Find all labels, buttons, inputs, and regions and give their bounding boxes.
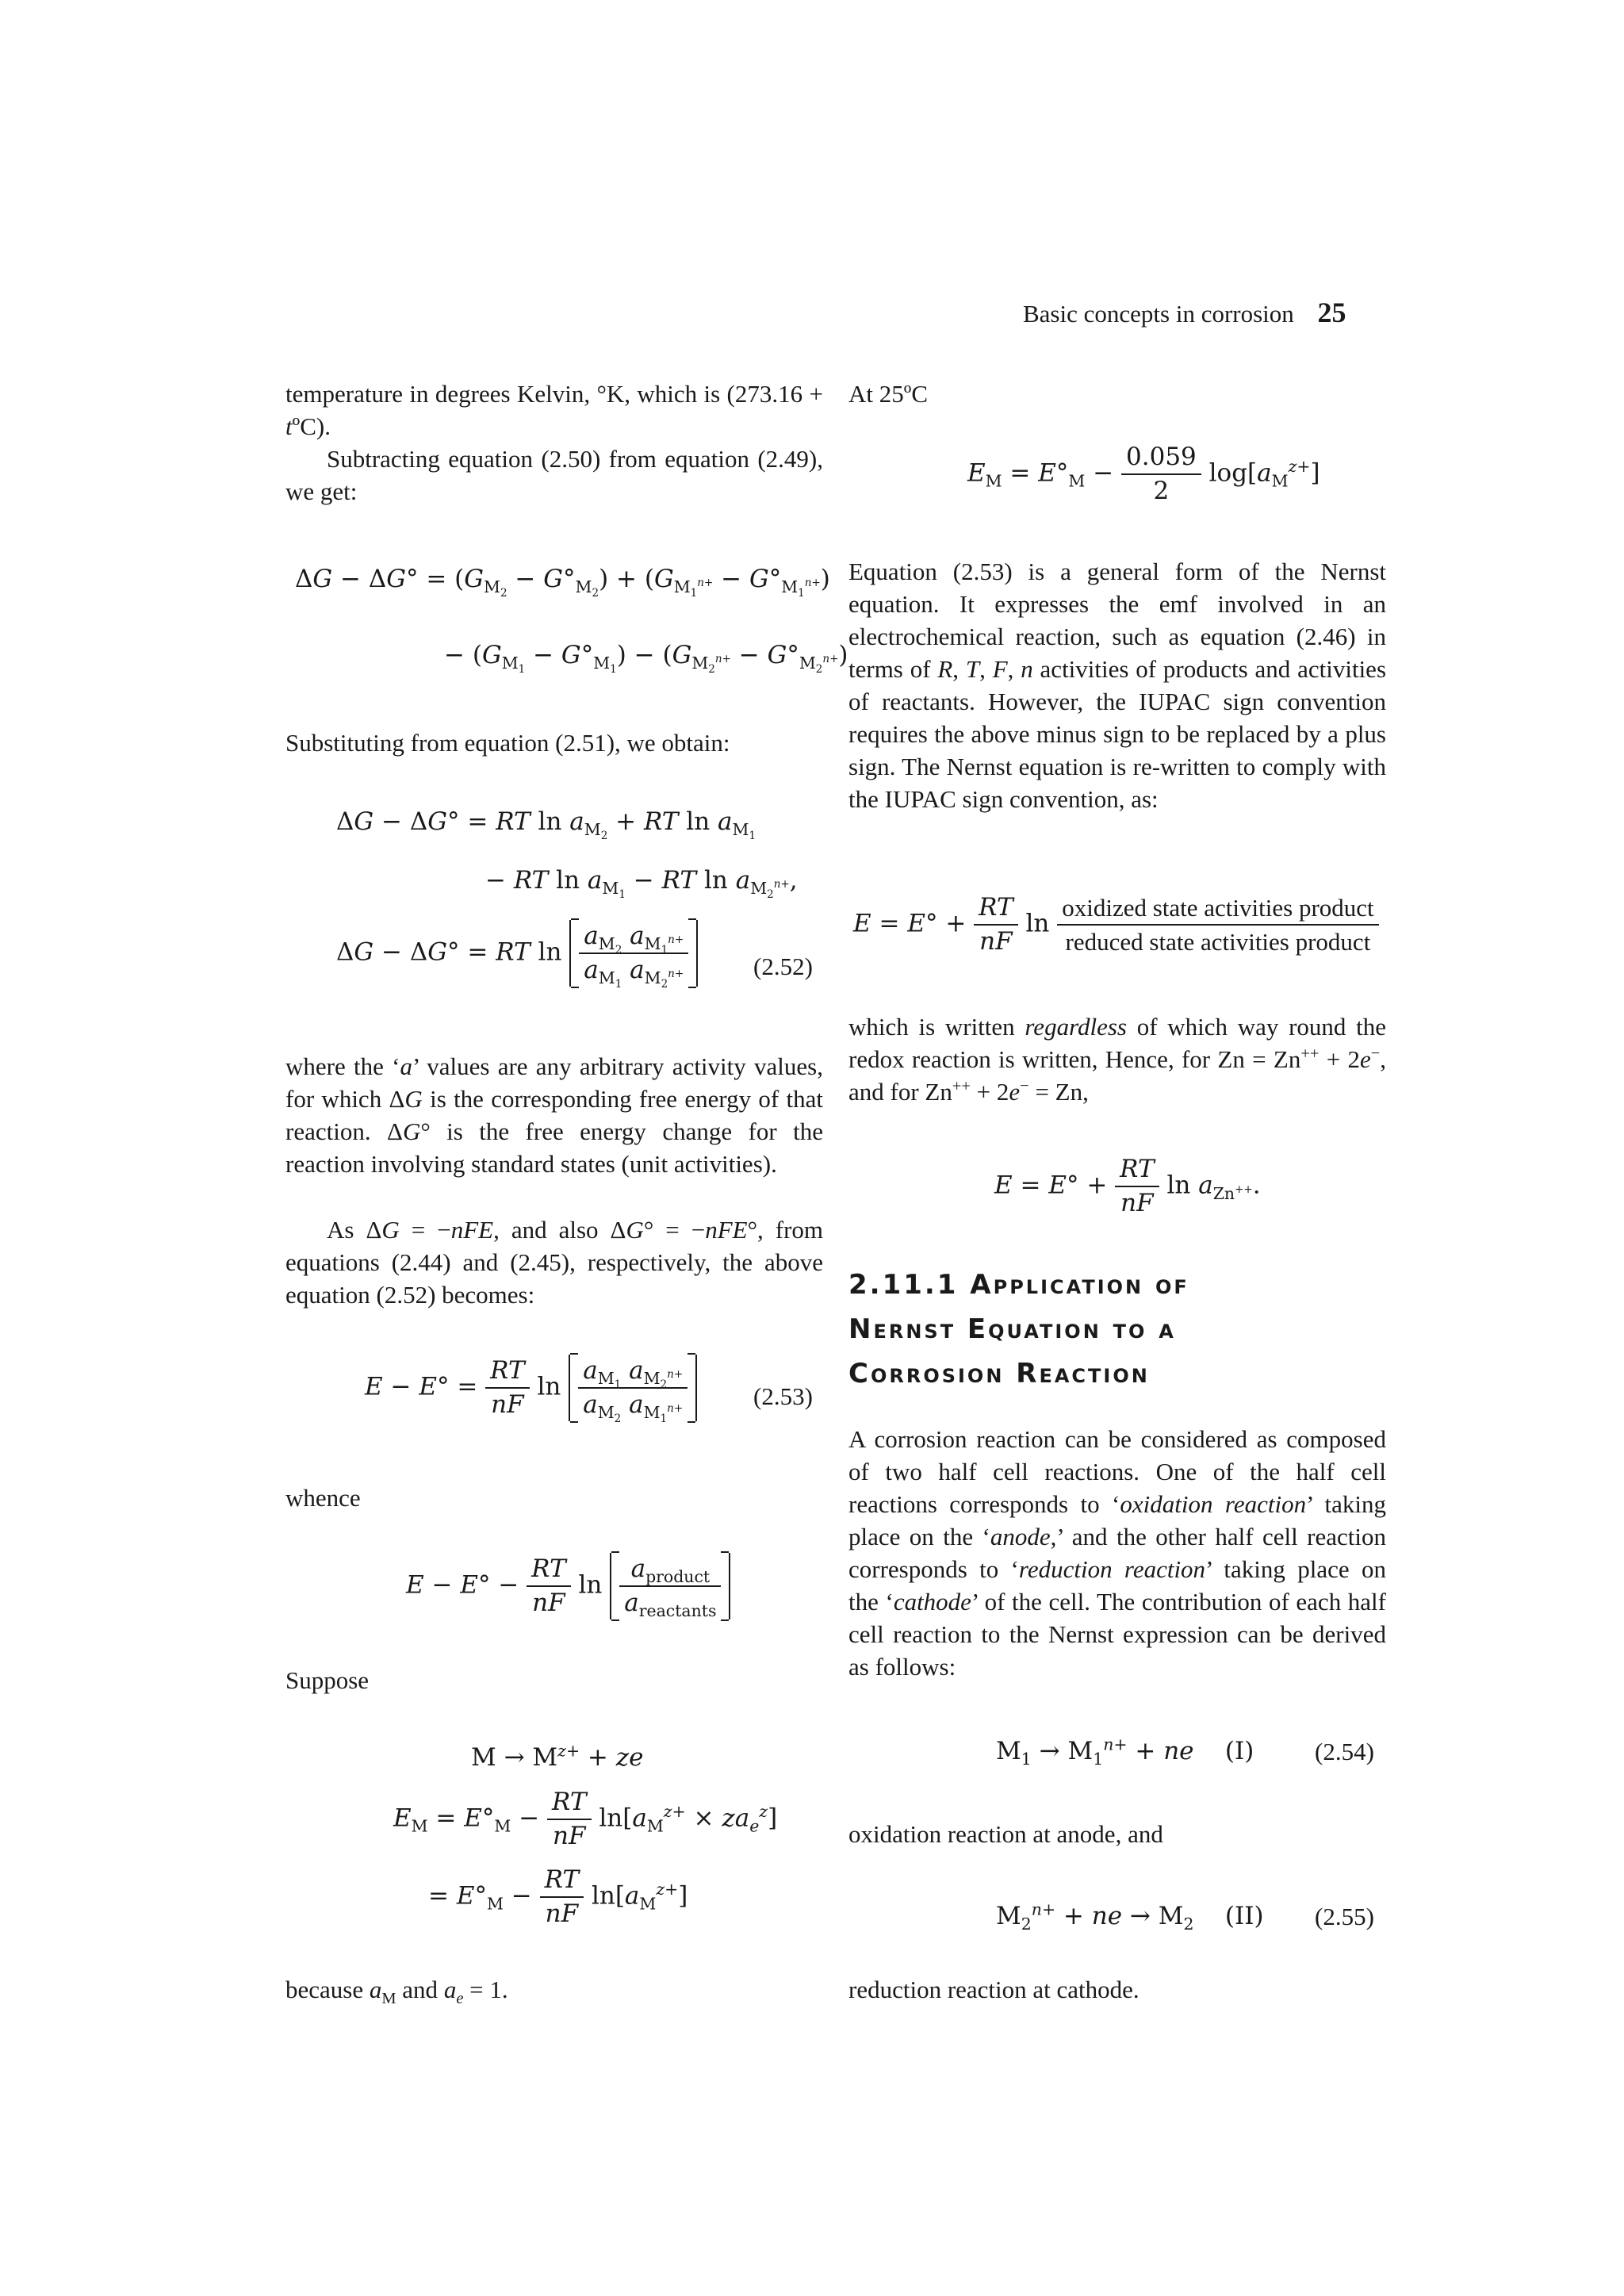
paragraph-substituting: Substituting from equation (2.51), we obtain: <box>285 729 730 757</box>
equation-em-line-2: = $E^\circ_M$ − $\frac{RT}{nF}$ $\ln[a_M^{z+}]$ <box>428 1865 688 1928</box>
paragraph-as-delta-g: As ΔG = −nFE, and also ΔG° = −nFE°, from equations (2.44) and (2.45), respectively, the above equation (2.52) becomes: <box>285 1216 824 1309</box>
paragraph-temperature: temperature in degrees Kelvin, °K, which is (273.16 + tºC). <box>285 380 823 440</box>
paragraph-suppose: Suppose <box>285 1666 370 1694</box>
section-heading: 2.11.1 Application of Nernst Equation to a Corrosion Reaction <box>848 1269 1189 1389</box>
equation-delta-g-line-2: − $(G_{M_1} - G^\circ_{M_1}) - (G_{M_2^{n+}} - G^\circ_{M_2^{n+}})$ <box>444 641 848 677</box>
running-header <box>1023 297 1346 330</box>
fraction-denominator: reduced state activities product <box>1065 928 1371 956</box>
equation-zn-nernst: E = E° + $\frac{RT}{nF}$ $\ln a_{Zn^{++}}$. <box>994 1155 1261 1217</box>
page-number: 25 <box>1317 297 1346 328</box>
equation-number-2-52: (2.52) <box>753 953 813 980</box>
equation-2-52: ΔG − ΔG° = RT ln $\frac{a_{M_2} a_{M_1^{n+}}}{a_{M_1} a_{M_2^{n+}}}$ <box>336 920 698 987</box>
paragraph-because: because $a_M$ and $a_e = 1$. <box>285 1976 508 2008</box>
equation-nernst-iupac: E = E° + $\frac{RT}{nF}$ ln $\frac{\text{oxidized state activities product}}{\text{reduced state activities product}}$ <box>853 891 1379 958</box>
equation-em-25c: $E_M = E^\circ_M$ − $\frac{0.059}{2}$ $\log[a_M^{z+}]$ <box>967 443 1320 505</box>
paragraph-subtracting: Subtracting equation (2.50) from equation (2.49), we get: <box>285 445 823 505</box>
equation-2-53: E − E° = $\frac{RT}{nF}$ ln $\frac{a_{M_1} a_{M_2^{n+}}}{a_{M_2} a_{M_1^{n+}}}$ <box>365 1355 697 1421</box>
paragraph-whence: whence <box>285 1484 361 1512</box>
paragraph-regardless: which is written regardless of which way round the redox reaction is written, Hence, for Zn = Zn++ + 2e−, and for Zn++ + 2e− = Zn, <box>848 1013 1387 1106</box>
paragraph-where-a-values: where the ‘a’ values are any arbitrary activity values, for which ΔG is the corresponding free energy of that reaction. ΔG° is the free energy change for the reaction involving standard states (unit activities). <box>285 1052 823 1178</box>
equation-substitution-line-2: − RT $\ln a_{M_1}$ − RT $\ln a_{M_2^{n+}}$, <box>485 866 798 902</box>
paragraph-at-25c: At 25ºC <box>848 380 929 408</box>
equation-2-54: $M_1 \to M_1^{n+}$ + ne (I) <box>996 1734 1254 1769</box>
equation-number-2-53: (2.53) <box>753 1382 813 1410</box>
equation-number-2-55: (2.55) <box>1315 1903 1374 1930</box>
paragraph-corrosion-reaction: A corrosion reaction can be considered as composed of two half cell reactions. One of the half cell reactions corresponds to ‘oxidation reaction’ taking place on the ‘anode,’ and the other half cell reaction corresponds to ‘reduction reaction’ taking place on the ‘cathode’ of the cell. The contribution of each half cell reaction to the Nernst expression can be derived as follows: <box>848 1425 1387 1681</box>
paragraph-oxidation-anode: oxidation reaction at anode, and <box>848 1820 1163 1848</box>
running-title: Basic concepts in corrosion <box>1023 300 1294 328</box>
equation-product-reactants: E − E° − $\frac{RT}{nF}$ ln $\frac{a_{product}}{a_{reactants}}$ <box>406 1553 730 1619</box>
equation-em-line-1: $E_M = E^\circ_M$ − $\frac{RT}{nF}$ $\ln[a_M^{z+} \times za_e^z]$ <box>393 1788 778 1850</box>
equation-number-2-54: (2.54) <box>1315 1738 1374 1765</box>
equation-substitution-line-1: ΔG − ΔG° = RT $\ln a_{M_2}$ + RT $\ln a_{M_1}$ <box>336 807 756 843</box>
fraction-numerator: oxidized state activities product <box>1057 891 1378 926</box>
equation-metal-oxidation: $M \to M^{z+}$ + ze <box>471 1741 644 1772</box>
equation-delta-g-line-1: $\Delta G - \Delta G^\circ = (G_{M_2} - G^\circ_{M_2}) + (G_{M_1^{n+}} - G^\circ_{M_1^{n+}})$ <box>295 565 830 600</box>
equation-2-55: $M_2^{n+}$ + ne → $M_2$ (II) <box>996 1899 1264 1934</box>
paragraph-reduction-cathode: reduction reaction at cathode. <box>848 1976 1139 2003</box>
paragraph-nernst-general: Equation (2.53) is a general form of the Nernst equation. It expresses the emf involved in an electrochemical reaction, such as equation (2.46) in terms of R, T, F, n activities of products and activities of reactants. However, the IUPAC sign convention requires the above minus sign to be replaced by a plus sign. The Nernst equation is re-written to comply with the IUPAC sign convention, as: <box>848 558 1387 813</box>
